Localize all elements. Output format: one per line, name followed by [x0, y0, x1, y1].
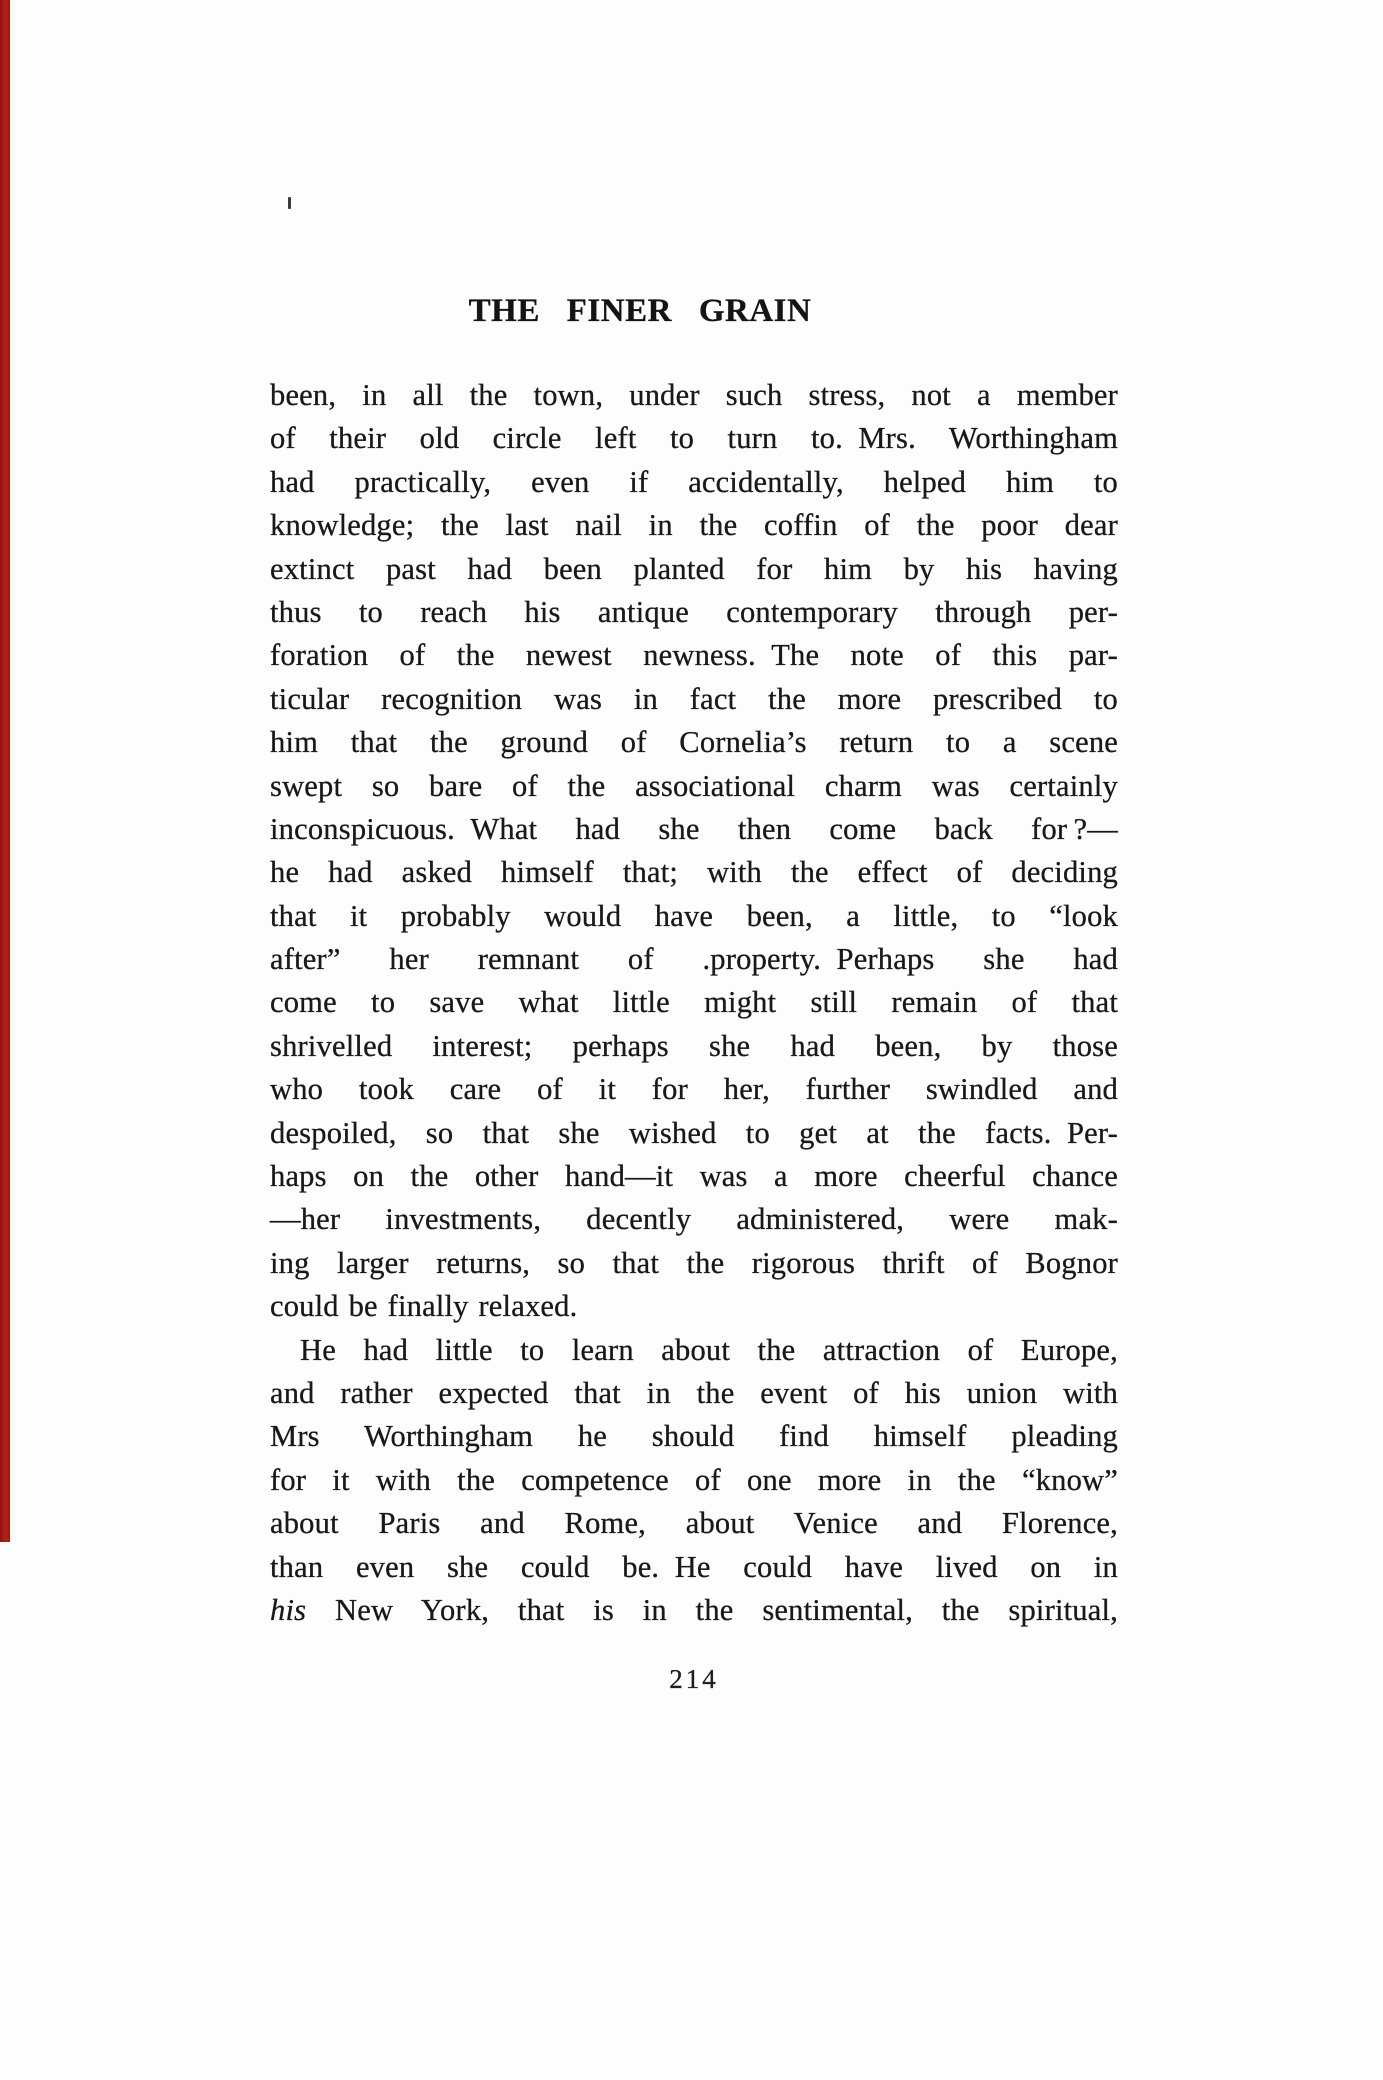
body-line-segment: Mrs Worthingham he should find himself pleading: [270, 1419, 1118, 1454]
body-line-segment: foration of the newest newness. The note of this par-: [270, 638, 1118, 673]
body-line: [270, 504, 1118, 547]
body-line: [270, 417, 1118, 460]
body-line-segment: He had little to learn about the attraction of Europe,: [300, 1332, 1118, 1367]
body-line: [270, 461, 1118, 504]
print-tick-artifact: [288, 197, 291, 209]
body-line: [270, 678, 1118, 721]
body-line-segment: shrivelled interest; perhaps she had been, by those: [270, 1028, 1118, 1063]
body-line: [270, 548, 1118, 591]
body-line-segment: inconspicuous. What had she then come back for ?—: [270, 811, 1118, 846]
body-line: [270, 1198, 1118, 1241]
body-line: [270, 374, 1118, 417]
body-line: [270, 1242, 1118, 1285]
page-title: THE FINER GRAIN: [468, 293, 812, 329]
body-line-segment: despoiled, so that she wished to get at the facts. Per-: [270, 1115, 1118, 1150]
body-text-block: [270, 374, 1118, 1632]
body-line-segment: ticular recognition was in fact the more prescribed to: [270, 681, 1118, 716]
body-line: [270, 808, 1118, 851]
body-line-segment: knowledge; the last nail in the coffin of the poor dear: [270, 508, 1118, 543]
body-line-segment: than even she could be. He could have lived on in: [270, 1549, 1118, 1584]
body-line-segment: him that the ground of Cornelia’s return to a scene: [270, 725, 1118, 760]
body-line-segment: had practically, even if accidentally, helped him to: [270, 464, 1118, 499]
body-line: [270, 591, 1118, 634]
page-number: 214: [669, 1664, 719, 1694]
body-line-segment: he had asked himself that; with the effect of deciding: [270, 855, 1118, 890]
body-line: [270, 1372, 1118, 1415]
scan-edge-strip: [0, 0, 10, 1542]
body-line: [270, 851, 1118, 894]
body-line: [270, 1415, 1118, 1458]
body-line: [270, 1025, 1118, 1068]
body-line-segment: of their old circle left to turn to. Mrs. Worthingham: [270, 421, 1118, 456]
body-line: [270, 1155, 1118, 1198]
body-line-segment: about Paris and Rome, about Venice and Florence,: [270, 1506, 1118, 1541]
body-line: [270, 895, 1118, 938]
body-line: [270, 1112, 1118, 1155]
body-line-segment: extinct past had been planted for him by his having: [270, 551, 1118, 586]
body-line-segment: thus to reach his antique contemporary through per-: [270, 594, 1118, 629]
body-line: [270, 1546, 1118, 1589]
body-line: [270, 634, 1118, 677]
body-line-segment: could be finally relaxed.: [270, 1289, 578, 1324]
body-line-segment: that it probably would have been, a little, to “look: [270, 898, 1118, 933]
body-line: [270, 765, 1118, 808]
body-line-segment: swept so bare of the associational charm was certainly: [270, 768, 1118, 803]
body-line-segment: come to save what little might still remain of that: [270, 985, 1118, 1020]
body-line: [270, 1589, 1118, 1632]
body-line: [270, 1068, 1118, 1111]
body-line-segment: who took care of it for her, further swindled and: [270, 1072, 1118, 1107]
body-line: [270, 1329, 1118, 1372]
body-line: [270, 938, 1118, 981]
body-line-segment-italic: his: [270, 1592, 307, 1627]
body-line-segment: —her investments, decently administered, were mak-: [270, 1202, 1118, 1237]
body-line: [270, 1459, 1118, 1502]
body-line-segment: ing larger returns, so that the rigorous thrift of Bognor: [270, 1245, 1118, 1280]
body-line-segment: New York, that is in the sentimental, the spiritual,: [306, 1592, 1118, 1627]
body-line-segment: haps on the other hand—it was a more cheerful chance: [270, 1159, 1118, 1194]
body-line: [270, 981, 1118, 1024]
body-line: [270, 1502, 1118, 1545]
body-line-segment: been, in all the town, under such stress, not a member: [270, 378, 1118, 412]
body-line-segment: and rather expected that in the event of his union with: [270, 1375, 1118, 1410]
body-line-segment: for it with the competence of one more in the “know”: [270, 1462, 1118, 1497]
body-line: [270, 1285, 1118, 1328]
body-line: [270, 721, 1118, 764]
body-line-segment: after” her remnant of .property. Perhaps she had: [270, 942, 1118, 977]
